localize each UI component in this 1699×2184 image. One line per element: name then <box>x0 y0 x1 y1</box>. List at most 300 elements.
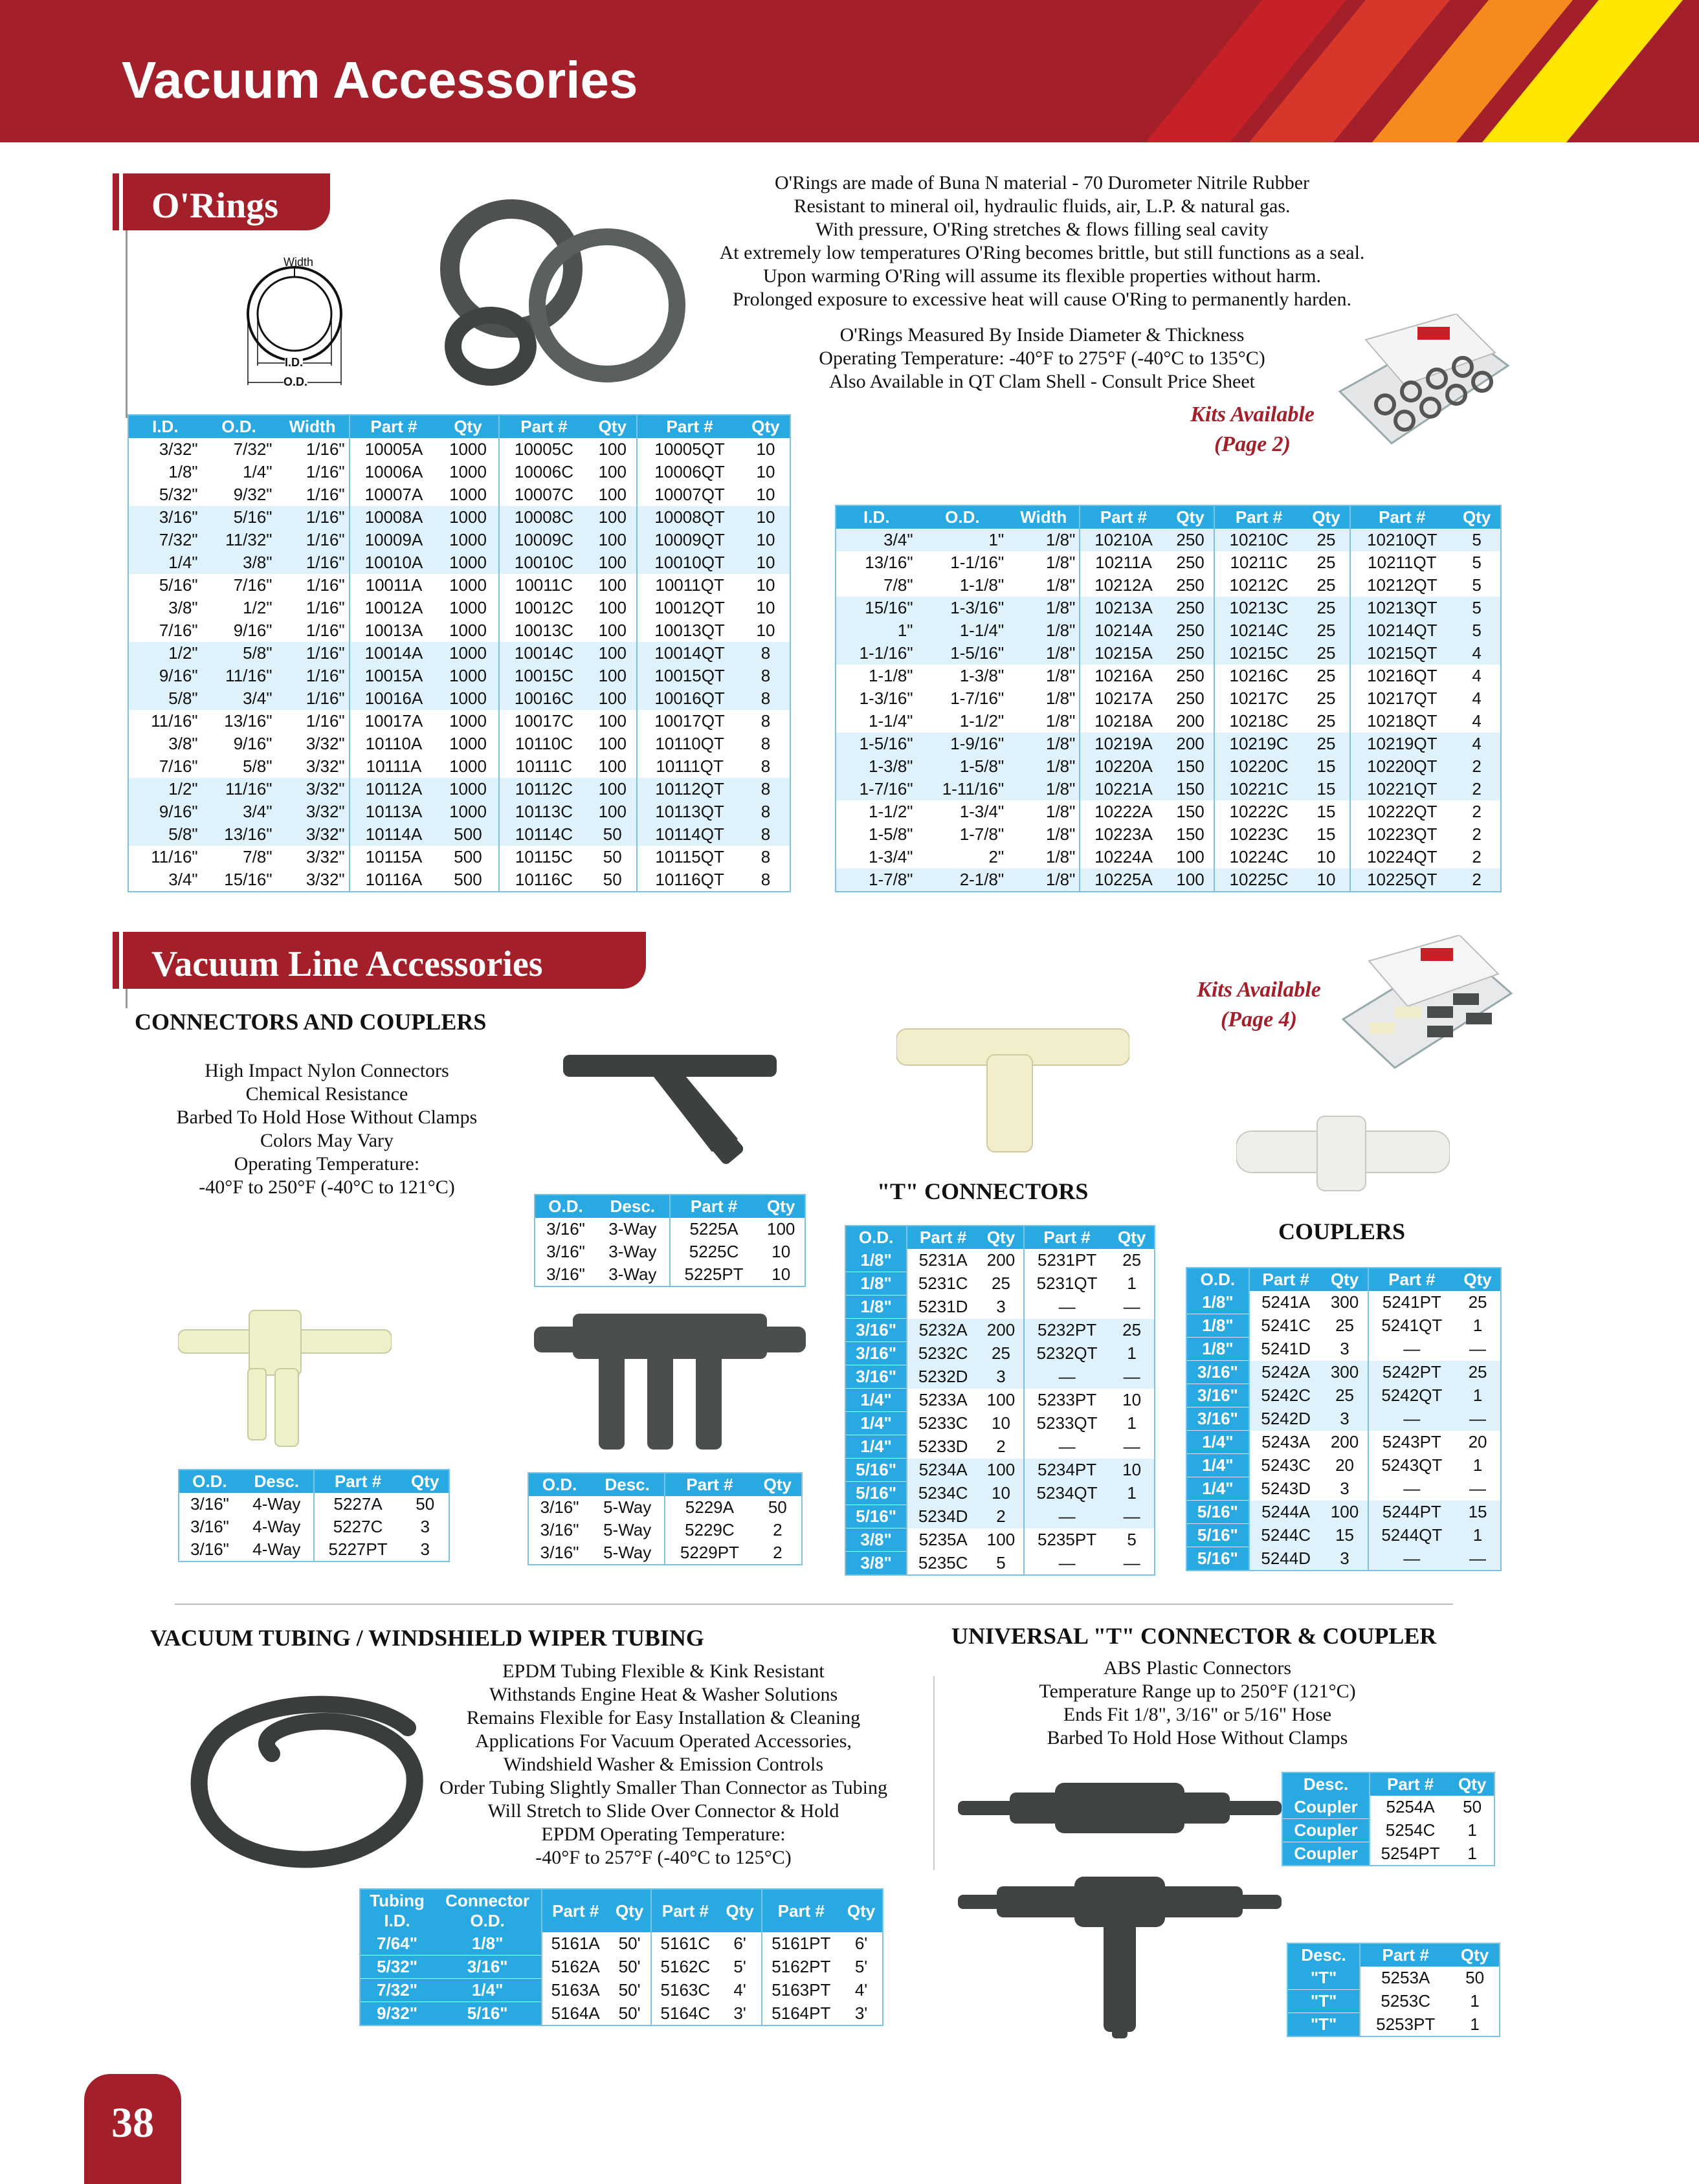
table-cell: Coupler <box>1282 1796 1370 1819</box>
table-cell: 1" <box>836 619 917 642</box>
table-cell: 10223C <box>1214 823 1302 846</box>
table-cell: 100 <box>986 1390 1016 1409</box>
table-cell: 5229PT <box>665 1541 753 1565</box>
column-rule <box>933 1676 935 1870</box>
table-cell: 10012A <box>350 597 438 619</box>
table-cell: 1/16" <box>305 621 345 640</box>
page-header <box>0 0 1699 142</box>
table-cell: 500 <box>438 823 498 846</box>
connectors-kits-note: Kits Available (Page 4) <box>1197 978 1321 1031</box>
table-cell: 10220A <box>1080 755 1166 778</box>
table-cell: 1000 <box>449 621 487 640</box>
table-cell: 9/32" <box>360 2002 434 2026</box>
table-cell: 1" <box>917 529 1008 551</box>
table-cell: 100 <box>598 621 627 640</box>
table-cell: 8 <box>742 665 790 687</box>
table-cell: 10216QT <box>1350 665 1453 687</box>
table-cell: 25 <box>1468 1292 1487 1312</box>
table-cell: 2 <box>1453 755 1501 778</box>
table-cell: 10011QT <box>637 574 742 597</box>
table-row <box>845 1272 1155 1296</box>
table-cell: 25 <box>1316 711 1336 731</box>
table-cell: 10221C <box>1214 778 1302 800</box>
tubing-coil-photo <box>175 1682 434 1877</box>
table-row <box>845 1482 1155 1505</box>
table-cell: 10006QT <box>637 461 742 483</box>
table-cell: 5231PT <box>1024 1249 1109 1272</box>
table-cell: 10211A <box>1080 551 1166 574</box>
table-cell: 1000 <box>449 439 487 459</box>
table-cell: 10212C <box>1214 574 1302 597</box>
table-cell: — <box>1024 1552 1109 1576</box>
table-cell: 1/4" <box>845 1435 907 1459</box>
table-cell: 5161PT <box>762 1932 841 1956</box>
table-cell: 10222QT <box>1350 800 1453 823</box>
table-cell: 10 <box>772 1242 791 1261</box>
table-cell: 50 <box>416 1494 435 1514</box>
table-cell: 5/32" <box>360 1956 434 1979</box>
column-header: Qty <box>757 1195 805 1218</box>
table-cell: 10113A <box>350 800 438 823</box>
table-row <box>528 1541 802 1565</box>
table-cell: 10221QT <box>1350 778 1453 800</box>
table-cell: 1-5/16" <box>836 733 917 755</box>
table-header-row <box>360 1889 883 1932</box>
table-cell: 10219QT <box>1350 733 1453 755</box>
table-cell: 3/16" <box>434 1956 542 1979</box>
table-cell: 10 <box>979 1482 1024 1505</box>
table-row <box>1287 1990 1500 2013</box>
table-cell: 1/8" <box>1186 1338 1249 1361</box>
table-cell: 5233PT <box>1024 1389 1109 1412</box>
column-header: Part # <box>670 1195 758 1218</box>
table-cell: 10116C <box>499 868 589 892</box>
tubing-id-header: Tubing I.D. <box>360 1889 434 1932</box>
table-cell: 10009A <box>350 529 438 551</box>
column-header: O.D. <box>528 1473 590 1496</box>
table-cell: 3/8" <box>168 598 198 617</box>
universal-t-connector-photo <box>958 1870 1282 2038</box>
table-cell: 10 <box>756 621 775 640</box>
table-row <box>128 800 790 823</box>
table-cell: 1/8" <box>1008 755 1080 778</box>
couplers-title: COUPLERS <box>1278 1219 1406 1244</box>
table-cell: 10009C <box>499 529 589 551</box>
qty-header: Qty <box>608 1889 651 1932</box>
table-cell: 10008A <box>350 506 438 529</box>
table-cell: 5244A <box>1249 1501 1322 1524</box>
orings-section-tab: O'Rings <box>123 173 330 230</box>
table-cell: 5232D <box>907 1365 979 1389</box>
table-cell: 5/8" <box>128 823 202 846</box>
table-cell: 5253C <box>1360 1990 1450 2013</box>
table-cell: 3/16" <box>1186 1361 1249 1384</box>
table-cell: 5225A <box>670 1218 758 1241</box>
page-number: 38 <box>84 2074 181 2184</box>
table-cell: 100 <box>979 1459 1024 1482</box>
table-cell: — <box>1469 1479 1487 1498</box>
table-cell: 3/16" <box>1186 1384 1249 1407</box>
table-cell: 100 <box>598 485 627 504</box>
table-cell: 5233A <box>907 1389 979 1412</box>
table-cell: 3 <box>1340 1339 1349 1358</box>
table-cell: 10213A <box>1080 597 1166 619</box>
table-cell: 250 <box>1176 553 1205 572</box>
table-cell: 10006A <box>350 461 438 483</box>
table-row <box>836 642 1501 665</box>
table-cell: 300 <box>1330 1292 1359 1312</box>
table-cell: 3/8" <box>202 551 276 574</box>
orings-kits-note: Kits Available (Page 2) <box>1190 403 1315 456</box>
table-cell: 3/32" <box>305 734 345 753</box>
table-row <box>128 619 790 642</box>
table-row <box>128 823 790 846</box>
table-cell: — <box>1469 1339 1487 1358</box>
table-cell: 3/4" <box>168 870 198 889</box>
table-cell: 15 <box>1316 824 1336 844</box>
column-header: Desc. <box>596 1195 670 1218</box>
table-cell: 10111QT <box>637 755 742 778</box>
table-cell: 4-Way <box>252 1517 301 1536</box>
table-cell: 1000 <box>449 485 487 504</box>
table-cell: 10225QT <box>1350 868 1453 892</box>
part-header: Part # <box>542 1889 608 1932</box>
column-header: O.D. <box>917 505 1008 529</box>
table-cell: 3/8" <box>168 734 198 753</box>
table-cell: 10115C <box>499 846 589 868</box>
table-cell: 10008C <box>499 506 589 529</box>
table-row <box>845 1459 1155 1482</box>
table-cell: 7/32" <box>128 529 202 551</box>
table-row <box>845 1389 1155 1412</box>
table-cell: 10217C <box>1214 687 1302 710</box>
table-row <box>845 1528 1155 1552</box>
table-cell: 11/32" <box>202 529 276 551</box>
table-cell: 10211C <box>1214 551 1302 574</box>
table-cell: 5235PT <box>1024 1528 1109 1552</box>
table-cell: 15/16" <box>224 870 272 889</box>
four-way-table <box>178 1469 450 1562</box>
table-cell: 4-Way <box>252 1539 301 1559</box>
column-header: O.D. <box>179 1470 240 1493</box>
table-cell: 100 <box>588 800 637 823</box>
table-cell: 50 <box>1463 1797 1482 1817</box>
table-cell: 3/16" <box>540 1497 579 1517</box>
table-cell: 200 <box>1167 733 1215 755</box>
table-cell: 1/16" <box>305 462 345 481</box>
table-cell: 3/16" <box>1186 1407 1249 1431</box>
column-header: O.D. <box>202 415 276 438</box>
table-cell: 5233QT <box>1024 1412 1109 1435</box>
table-cell: 3/16" <box>540 1520 579 1539</box>
table-cell: 10 <box>992 1413 1010 1433</box>
table-row <box>179 1516 449 1538</box>
table-cell: 1-7/16" <box>836 778 917 800</box>
table-row <box>836 619 1501 642</box>
table-row <box>128 868 790 892</box>
table-cell: 5/16" <box>845 1482 907 1505</box>
table-row <box>128 529 790 551</box>
column-header: Width <box>1008 505 1080 529</box>
table-cell: 1 <box>1455 1384 1501 1407</box>
table-cell: 10224C <box>1214 846 1302 868</box>
table-cell: 2 <box>996 1437 1006 1456</box>
table-cell: 10113QT <box>637 800 742 823</box>
table-cell: 5162C <box>651 1956 719 1979</box>
table-cell: 1 <box>1127 1274 1137 1293</box>
table-cell: 10114A <box>350 823 438 846</box>
header-stripes-graphic <box>1100 0 1699 142</box>
table-row <box>360 2002 883 2026</box>
table-row <box>128 665 790 687</box>
table-cell: 1 <box>1470 1991 1480 2011</box>
table-cell: 5244QT <box>1368 1524 1456 1547</box>
table-cell: 10214QT <box>1350 619 1453 642</box>
table-cell: 10013A <box>350 619 438 642</box>
table-row <box>836 868 1501 892</box>
column-header: I.D. <box>128 415 202 438</box>
table-cell: 5229C <box>665 1519 753 1541</box>
vla-section-tab: Vacuum Line Accessories <box>123 932 646 989</box>
table-cell: 10 <box>742 506 790 529</box>
table-row <box>845 1319 1155 1342</box>
table-cell: 1-1/2" <box>869 802 913 821</box>
table-cell: 100 <box>598 462 627 481</box>
table-cell: "T" <box>1287 1990 1360 2013</box>
table-cell: 10220QT <box>1350 755 1453 778</box>
column-header: Qty <box>742 415 790 438</box>
table-cell: 1-9/16" <box>917 733 1008 755</box>
t-connectors-title: "T" CONNECTORS <box>877 1178 1089 1204</box>
table-cell: 5/16" <box>434 2002 542 2026</box>
table-cell: 4 <box>1472 689 1482 708</box>
table-cell: 5 <box>1127 1530 1137 1549</box>
table-cell: 3 <box>1340 1479 1349 1498</box>
table-cell: — <box>1024 1435 1109 1459</box>
column-header: O.D. <box>535 1195 596 1218</box>
table-cell: 10216A <box>1080 665 1166 687</box>
table-cell: 100 <box>598 734 627 753</box>
table-cell: 10215C <box>1214 642 1302 665</box>
table-cell: 25 <box>1455 1361 1501 1384</box>
oring-table-large <box>835 505 1502 892</box>
column-header: Qty <box>754 1473 802 1496</box>
table-cell: 5164A <box>542 2002 608 2026</box>
table-cell: 2 <box>773 1520 783 1539</box>
table-cell: 10016C <box>499 687 589 710</box>
table-cell: 1/16" <box>276 687 350 710</box>
table-cell: 25 <box>1335 1316 1354 1335</box>
table-cell: 5241A <box>1249 1291 1322 1314</box>
table-cell: 1/4" <box>128 551 202 574</box>
table-cell: 2 <box>979 1505 1024 1528</box>
table-cell: 5-Way <box>603 1543 652 1562</box>
table-cell: 5' <box>854 1957 868 1976</box>
table-cell: 8 <box>742 687 790 710</box>
table-cell: 1-7/8" <box>959 824 1005 844</box>
table-cell: 10112QT <box>637 778 742 800</box>
table-cell: 5/8" <box>243 756 272 776</box>
table-cell: 150 <box>1176 802 1205 821</box>
table-header-row <box>1282 1772 1494 1796</box>
table-cell: 100 <box>588 551 637 574</box>
table-row <box>836 529 1501 551</box>
table-row <box>836 597 1501 619</box>
table-cell: 25 <box>1303 597 1351 619</box>
table-cell: 1 <box>1470 2014 1480 2034</box>
table-row <box>845 1412 1155 1435</box>
table-cell: 100 <box>986 1530 1016 1549</box>
table-cell: 2 <box>1472 847 1482 866</box>
table-row <box>836 551 1501 574</box>
table-cell: 1-3/4" <box>959 802 1005 821</box>
table-cell: 1/4" <box>1186 1477 1249 1501</box>
table-cell: 250 <box>1167 529 1215 551</box>
table-cell: 5241QT <box>1368 1314 1456 1338</box>
table-cell: 15/16" <box>836 597 917 619</box>
table-cell: 200 <box>979 1319 1024 1342</box>
table-cell: 5231C <box>907 1272 979 1296</box>
table-cell: 10213QT <box>1350 597 1453 619</box>
table-row <box>845 1505 1155 1528</box>
table-cell: — <box>1109 1505 1155 1528</box>
table-cell: 5254PT <box>1370 1842 1450 1866</box>
table-cell: 3/32" <box>276 823 350 846</box>
table-header-row <box>1186 1268 1501 1291</box>
table-cell: 300 <box>1322 1361 1368 1384</box>
table-cell: 250 <box>1176 689 1205 708</box>
table-cell: 5162PT <box>762 1956 841 1979</box>
table-row <box>128 438 790 461</box>
table-cell: 1/4" <box>1186 1454 1249 1477</box>
table-cell: 1-1/4" <box>869 711 913 731</box>
table-row <box>128 733 790 755</box>
table-cell: 5161A <box>542 1932 608 1956</box>
three-way-table <box>534 1194 806 1287</box>
table-cell: 6' <box>733 1934 746 1954</box>
table-cell: 1000 <box>449 462 487 481</box>
column-header: Qty <box>1167 505 1215 529</box>
table-cell: 25 <box>1303 733 1351 755</box>
table-cell: 10009QT <box>637 529 742 551</box>
table-cell: 3-Way <box>608 1219 657 1239</box>
table-cell: 5234QT <box>1024 1482 1109 1505</box>
table-cell: 100 <box>588 778 637 800</box>
table-cell: 5 <box>1453 529 1501 551</box>
column-header: Part # <box>1024 1226 1109 1249</box>
table-cell: 1-3/16" <box>917 597 1008 619</box>
table-row <box>836 574 1501 597</box>
table-cell: 1/4" <box>243 462 272 481</box>
table-cell: 1 <box>1472 1316 1483 1335</box>
table-cell: 10007A <box>350 483 438 506</box>
table-cell: 8 <box>761 756 771 776</box>
table-cell: 25 <box>1322 1384 1368 1407</box>
column-header: Part # <box>907 1226 979 1249</box>
table-row <box>360 1979 883 2002</box>
table-row <box>360 1956 883 1979</box>
table-cell: 5/16" <box>845 1459 907 1482</box>
table-cell: 100 <box>767 1219 795 1239</box>
table-cell: 1/8" <box>845 1296 907 1319</box>
table-cell: 3' <box>854 2003 868 2023</box>
table-cell: Coupler <box>1282 1842 1370 1866</box>
table-cell: 10 <box>742 551 790 574</box>
table-cell: 3/16" <box>546 1242 585 1261</box>
five-way-connector-photo <box>534 1275 806 1462</box>
table-cell: 1000 <box>438 506 498 529</box>
table-cell: 3/4" <box>202 800 276 823</box>
table-row <box>1287 1967 1500 1990</box>
table-cell: 3 <box>1322 1547 1368 1571</box>
table-cell: 1/8" <box>1045 802 1076 821</box>
part-header: Part # <box>762 1889 841 1932</box>
table-cell: 7/16" <box>233 575 272 595</box>
column-header: Desc. <box>590 1473 665 1496</box>
table-cell: 1/2" <box>243 598 272 617</box>
table-cell: 1/4" <box>845 1389 907 1412</box>
table-cell: 8 <box>761 734 771 753</box>
table-cell: 10014C <box>499 642 589 665</box>
table-cell: 10212A <box>1080 574 1166 597</box>
table-cell: 1/8" <box>1008 529 1080 551</box>
table-cell: 10223QT <box>1350 823 1453 846</box>
table-cell: 3/16" <box>190 1517 229 1536</box>
table-cell: 200 <box>1330 1432 1359 1451</box>
table-cell: 1000 <box>438 529 498 551</box>
table-cell: 8 <box>742 823 790 846</box>
table-cell: 10015A <box>350 665 438 687</box>
universal-coupler-table <box>1282 1772 1495 1866</box>
table-cell: 15 <box>1322 1524 1368 1547</box>
table-row <box>845 1552 1155 1576</box>
table-cell: 1000 <box>438 800 498 823</box>
column-header: Part # <box>1360 1943 1450 1967</box>
table-cell: 5/16" <box>159 575 198 595</box>
table-cell: 5225C <box>670 1241 758 1263</box>
table-cell: 5235C <box>907 1552 979 1576</box>
table-cell: — <box>1123 1552 1140 1572</box>
table-cell: 1/8" <box>1008 619 1080 642</box>
table-cell: 1-1/2" <box>959 711 1005 731</box>
column-header: Desc. <box>1287 1943 1360 1967</box>
table-cell: 1/4" <box>845 1412 907 1435</box>
column-header: Part # <box>665 1473 753 1496</box>
table-cell: 5/16" <box>1186 1501 1249 1524</box>
table-cell: 4' <box>854 1980 868 2000</box>
column-header: Part # <box>1370 1772 1450 1796</box>
table-cell: 10214C <box>1214 619 1302 642</box>
table-cell: 1-5/8" <box>869 824 913 844</box>
table-cell: 3-Way <box>608 1242 657 1261</box>
table-cell: 5225PT <box>670 1263 758 1286</box>
table-cell: 1/16" <box>305 711 345 731</box>
table-cell: 11/16" <box>202 665 276 687</box>
table-cell: 8 <box>742 800 790 823</box>
table-cell: 1/8" <box>845 1272 907 1296</box>
table-cell: 5/16" <box>202 506 276 529</box>
table-cell: 9/16" <box>233 734 272 753</box>
table-cell: 1 <box>1472 1455 1483 1475</box>
table-cell: 5231D <box>907 1296 979 1319</box>
table-cell: 10215A <box>1080 642 1166 665</box>
table-cell: 10111A <box>350 755 438 778</box>
diagram-width-label: Width <box>283 256 314 269</box>
table-cell: 5232A <box>907 1319 979 1342</box>
table-cell: 15 <box>1303 755 1351 778</box>
table-cell: 1000 <box>438 778 498 800</box>
table-row <box>128 778 790 800</box>
